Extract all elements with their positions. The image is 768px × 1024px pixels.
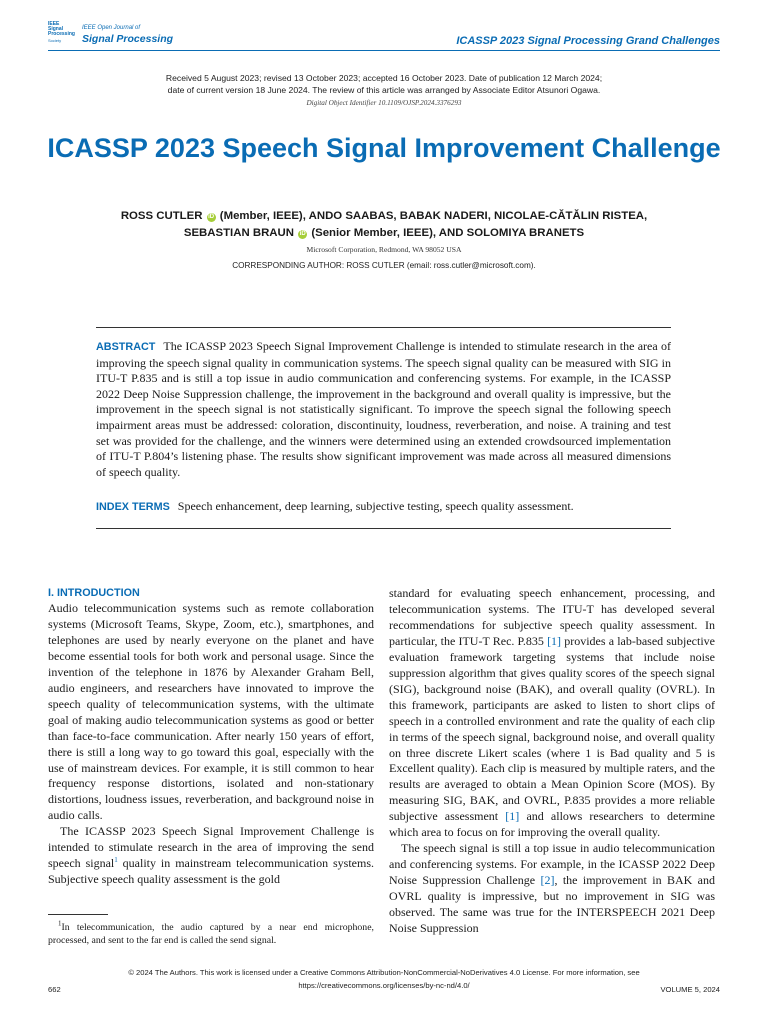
paragraph-text: standard for evaluating speech enhancement, processing, and telecommunication systems. The ITU-T has developed several recommendations for subjective speech quality assessment. In particular, the ITU-T Rec. P.835 [389, 586, 715, 648]
section-heading: I. INTRODUCTION [48, 587, 140, 599]
running-title: ICASSP 2023 Signal Processing Grand Challenges [456, 35, 720, 47]
volume-info: VOLUME 5, 2024 [660, 985, 720, 994]
license-notice [100, 967, 668, 992]
article-history [60, 72, 708, 96]
footnote [48, 919, 374, 947]
orcid-icon[interactable]: iD [299, 231, 306, 237]
history-line-1: Received 5 August 2023; revised 13 October 2023; accepted 16 October 2023. Date of publication 12 March 2024; [165, 73, 603, 83]
abstract-label: ABSTRACT [96, 341, 156, 353]
index-terms-text: Speech enhancement, deep learning, subjective testing, speech quality assessment. [177, 499, 574, 513]
journal-name: Signal Processing [82, 33, 174, 45]
paragraph-text: quality in mainstream telecommunication systems. Subjective speech quality assessment is the gold [48, 856, 375, 887]
index-terms-label: INDEX TERMS [96, 501, 170, 513]
footnote-mark[interactable]: 1 [114, 856, 118, 865]
footnote-number: 1 [58, 919, 62, 928]
paragraph [48, 824, 374, 888]
paragraph: Audio telecommunication systems such as remote collaboration systems (Microsoft Teams, Skype, Zoom, etc.), smartphones, and telephones are used by nearly everyone on the planet and have become essential tools for both work and personal usage. Since the invention of the telephone in 1876 by Alexander Graham Bell, audio engineers, and researchers have innovated to improve the speech quality of telecommunication systems, with the ultimate goal of making audio telecommunication systems as good or better than face-to-face communication. After nearly 150 years of effort, there is still a long way to go toward this goal, especially with the use of mainstream devices. For example, it is still common to hear frequency response distortions, isolated and non-stationary distortions, loudness issues, reverberation, and background noise in audio calls. [48, 601, 374, 823]
paragraph-text: and allows researchers to determine which area to focus on for improving the overall quality. [389, 809, 715, 840]
abstract-bottom-rule [96, 528, 671, 529]
history-line-2: date of current version 18 June 2024. The review of this article was arranged by Associate Editor Atsunori Ogawa. [167, 85, 601, 95]
affiliation: Microsoft Corporation, Redmond, WA 98052 USA [306, 245, 462, 254]
paragraph [389, 841, 715, 937]
paragraph-text: The ICASSP 2023 Speech Signal Improvement Challenge is intended to stimulate research in the area of improving the send speech signal [48, 824, 374, 871]
page-number: 662 [48, 985, 61, 994]
author-list [60, 208, 708, 242]
abstract [96, 339, 671, 480]
citation-link[interactable]: [1] [547, 633, 562, 648]
license-link[interactable]: https://creativecommons.org/licenses/by-nc-nd/4.0/ [298, 980, 470, 990]
author-list-text: (Senior Member, IEEE), AND SOLOMIYA BRANETS [311, 227, 585, 239]
corresponding-author: CORRESPONDING AUTHOR: ROSS CUTLER (email: ross.cutler@microsoft.com). [232, 261, 536, 270]
footnote-text: In telecommunication, the audio captured by a near end microphone, processed, and sent to the far end is called the send signal. [48, 922, 374, 946]
page-header [48, 22, 720, 52]
header-rule [48, 50, 720, 51]
right-column [389, 586, 715, 937]
journal-prefix: IEEE Open Journal of [82, 25, 141, 31]
author-name: ROSS CUTLER [120, 210, 203, 222]
paragraph-text: The speech signal is still a top issue in audio telecommunication and conferencing systems. For example, in the ICASSP 2022 Deep Noise Suppression Challenge [389, 841, 715, 888]
logo-line: IEEE [48, 21, 60, 27]
footnote-rule [48, 914, 108, 915]
author-name: SEBASTIAN BRAUN [183, 227, 294, 239]
abstract-top-rule [96, 327, 671, 328]
author-list-text: (Member, IEEE), ANDO SAABAS, BABAK NADERI, NICOLAE-CĂTĂLIN RISTEA, [219, 210, 648, 222]
left-column [48, 586, 374, 888]
ieee-sps-logo [48, 22, 76, 46]
index-terms [96, 499, 671, 515]
logo-line: Processing [48, 31, 75, 38]
paragraph-text: provides a lab-based subjective evaluation framework targeting systems that include noise suppression algorithm that gives quality scores of the speech signal (SIG), background noise (BAK), and overall quality (OVRL). In this framework, participants are asked to listen to short clips of speech in a controlled environment and rate the quality of each clip in terms of the speech signal, background noise, and overall quality on three discrete Likert scales (where 1 is Bad quality and 5 is Excellent quality). Each clip is measured by multiple raters, and the results are averaged to obtain a Mean Opinion Score (MOS). By measuring SIG, BAK, and OVRL, P.835 provides a more reliable subjective assessment [389, 633, 715, 824]
citation-link[interactable]: [1] [505, 809, 520, 824]
paper-title: ICASSP 2023 Speech Signal Improvement Challenge [47, 133, 721, 163]
orcid-icon[interactable]: iD [208, 214, 215, 220]
citation-link[interactable]: [2] [540, 873, 555, 888]
paragraph [389, 586, 715, 841]
logo-line: Signal [48, 26, 64, 33]
abstract-text: The ICASSP 2023 Speech Signal Improvement Challenge is intended to stimulate research in the area of improving the speech signal quality in communication systems. The speech signal quality can be measured with SIG in ITU-T P.835 and is still a top issue in audio communication and conferencing systems. For example, in the ICASSP 2022 Deep Noise Suppression challenge, the improvement in the background and overall quality is impressive, but the improvement in the speech signal is not statistically significant. To improve the speech signal the following speech impairment areas must be addressed: coloration, discontinuity, loudness, reverberation, and noise. A training and test set was provided for the challenge, and the winners were determined using an extended crowdsourced implementation of ITU-T P.804’s listening phase. The results show significant improvement was made across all measured dimensions of speech quality. [96, 339, 671, 479]
doi: Digital Object Identifier 10.1109/OJSP.2024.3376293 [306, 99, 462, 107]
paragraph-text: , the improvement in BAK and OVRL quality is impressive, but no improvement in SIG was observed. The same was true for the INTERSPEECH 2021 Deep Noise Suppression [389, 873, 715, 936]
license-text: © 2024 The Authors. This work is licensed under a Creative Commons Attribution-NonCommercial-NoDerivatives 4.0 License. For more information, see [128, 968, 640, 977]
logo-line: Society [48, 37, 62, 43]
